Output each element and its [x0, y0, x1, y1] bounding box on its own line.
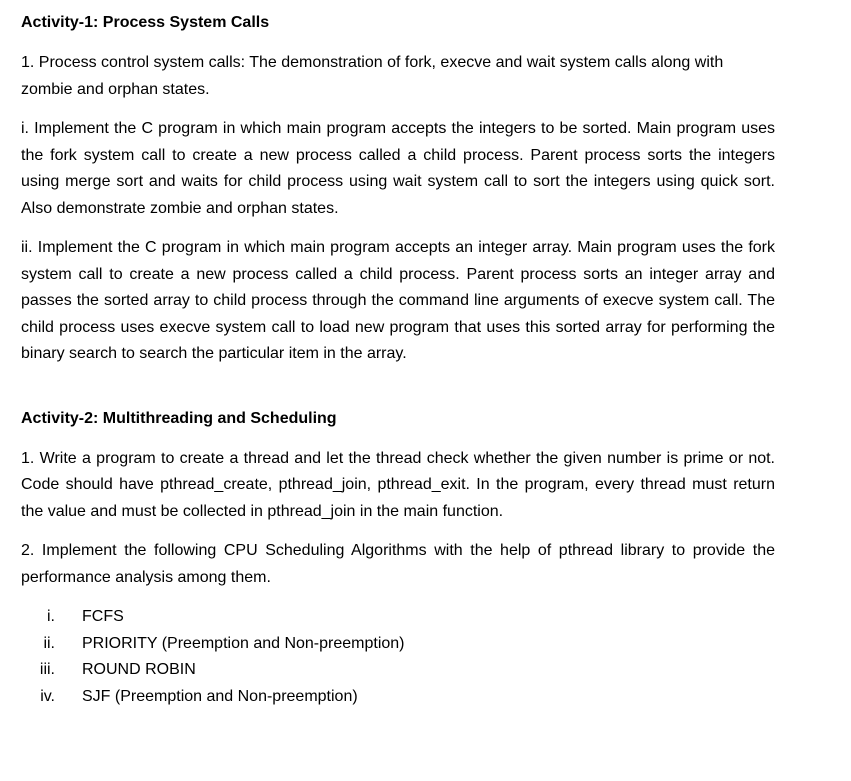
list-item-label: FCFS [82, 608, 124, 625]
list-item-label: PRIORITY (Preemption and Non-preemption) [82, 634, 405, 652]
activity1-task-ii-paragraph: ii. Implement the C program in which main program accepts an integer array. Main program uses the fork system call to create a new process called a child process. Parent process sorts an integer array and passes the sorted array to child process through the command line arguments of execve system call. The child process uses execve system call to load new program that uses this sorted array for performing the binary search to search the particular item in the array. [21, 239, 775, 362]
list-item-label: SJF (Preemption and Non-preemption) [82, 687, 358, 705]
list-item [21, 631, 775, 658]
scheduling-algorithms-list [21, 604, 775, 710]
activity2-task-1-paragraph: 1. Write a program to create a thread and let the thread check whether the given number is prime or not. Code should have pthread_create, pthread_join, pthread_exit. In the program, every thread must return the value and must be collected in pthread_join in the main function. [21, 449, 775, 520]
activity2-task-2-paragraph: 2. Implement the following CPU Scheduling Algorithms with the help of pthread library to provide the performance analysis among them. [21, 542, 775, 586]
list-item-marker: iii. [39, 661, 55, 678]
list-item-label: ROUND ROBIN [82, 661, 196, 678]
activity1-task-i-paragraph: i. Implement the C program in which main program accepts the integers to be sorted. Main program uses the fork system call to create a new process called a child process. Parent process sorts the integers using merge sort and waits for child process using wait system call to sort the integers using quick sort. Also demonstrate zombie and orphan states. [21, 120, 775, 217]
list-item-marker: i. [47, 608, 55, 625]
list-item [21, 657, 775, 684]
activity2-heading: Activity-2: Multithreading and Scheduling [21, 409, 337, 427]
list-item [21, 684, 775, 711]
activity1-heading: Activity-1: Process System Calls [21, 14, 270, 31]
list-item-marker: iv. [40, 687, 55, 705]
list-item [21, 604, 775, 631]
list-item-marker: ii. [43, 634, 55, 652]
activity1-intro-paragraph: 1. Process control system calls: The demonstration of fork, execve and wait system calls along with zombie and orphan states. [21, 54, 724, 98]
